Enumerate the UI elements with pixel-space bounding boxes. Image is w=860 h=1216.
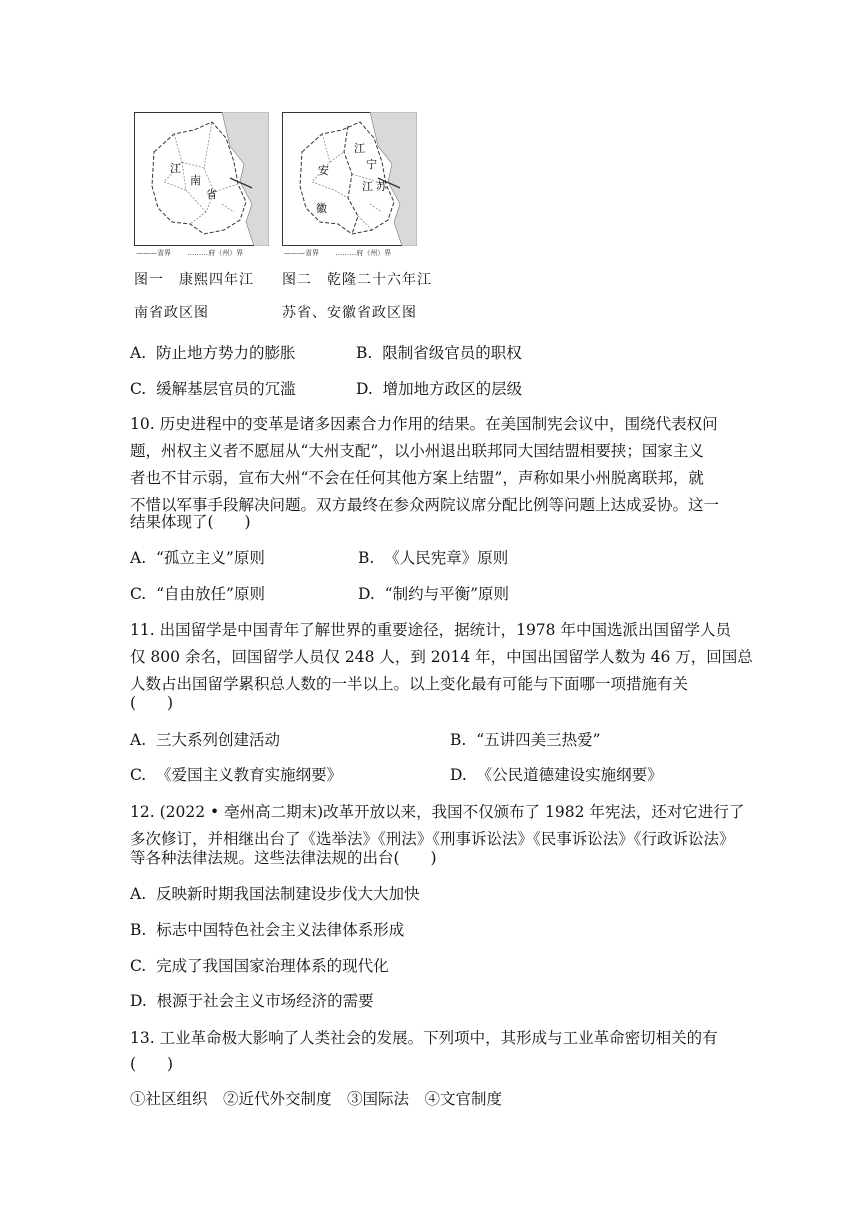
q10-option-a[interactable] — [130, 548, 265, 568]
q12-option-b[interactable] — [130, 920, 404, 940]
q9-option-d[interactable] — [356, 379, 522, 399]
map2-legend: ———省界 ………府（州）界 — [284, 249, 392, 257]
q10-line-3: 者也不甘示弱，宣布大州“不会在任何其他方案上结盟”，声称如果小州脱离联邦，就 — [130, 469, 704, 487]
q12-option-d[interactable] — [130, 991, 374, 1011]
q10-option-d[interactable] — [358, 584, 509, 604]
q12-option-a[interactable] — [130, 884, 420, 904]
figure2-caption-line2: 苏省、安徽省政区图 — [282, 305, 417, 321]
figure1-caption-line2: 南省政区图 — [134, 305, 209, 321]
map-qianlong-svg — [282, 112, 417, 246]
option-text: 反映新时期我国法制建设步伐大大加快 — [155, 885, 420, 903]
option-letter: D. — [130, 992, 147, 1010]
q11-option-d[interactable] — [450, 765, 663, 785]
q10-option-b[interactable] — [358, 548, 508, 568]
option-letter: A. — [130, 885, 147, 903]
q12-line-1: 12. (2022 • 亳州高二期末)改革开放以来，我国不仅颁布了 1982 年宪法，还对它进行了 — [130, 803, 745, 821]
option-text: 三大系列创建活动 — [155, 731, 280, 749]
q11-line-4: ( ) — [130, 694, 174, 712]
map2-label-5: 苏 — [376, 180, 387, 193]
map2-label-3: 安 — [318, 164, 329, 177]
q11-option-c[interactable] — [130, 765, 342, 785]
option-text: 《公民道德建设实施纲要》 — [476, 766, 663, 784]
q12-line-2: 多次修订，并相继出台了《选举法》《刑法》《刑事诉讼法》《民事诉讼法》《行政诉讼法》 — [130, 830, 735, 848]
q9-option-a[interactable] — [130, 343, 296, 363]
option-letter: B. — [130, 921, 147, 939]
q12-line-3: 等各种法律法规。这些法律法规的出台( ) — [130, 849, 437, 867]
option-letter: C. — [130, 766, 147, 784]
map1-legend: ———省界 ………府（州）界 — [136, 249, 244, 257]
option-text: 限制省级官员的职权 — [382, 344, 522, 362]
option-text: 完成了我国国家治理体系的现代化 — [156, 957, 389, 975]
map2-legend-prefecture: 府（州）界 — [356, 249, 392, 257]
option-letter: C. — [130, 585, 147, 603]
q11-line-1: 11. 出国留学是中国青年了解世界的重要途径，据统计，1978 年中国选派出国留学人员 — [130, 621, 731, 639]
option-letter: A. — [130, 731, 147, 749]
option-letter: A. — [130, 344, 147, 362]
option-text: “五讲四美三热爱” — [476, 731, 601, 749]
q13-line-2: ( ) — [130, 1055, 174, 1073]
map-kangxi-svg — [134, 112, 269, 246]
option-text: 防止地方势力的膨胀 — [155, 344, 296, 362]
map2-label-1: 江 — [354, 142, 365, 155]
option-text: 根源于社会主义市场经济的需要 — [156, 992, 374, 1010]
q12-option-c[interactable] — [130, 956, 389, 976]
option-letter: B. — [450, 731, 467, 749]
option-text: 《爱国主义教育实施纲要》 — [156, 766, 343, 784]
q11-line-3: 人数占出国留学累积总人数的一半以上。以上变化最有可能与下面哪一项措施有关 — [130, 675, 689, 693]
map-qianlong-jiangsu-anhui — [282, 112, 417, 262]
q11-option-b[interactable] — [450, 730, 601, 750]
q10-line-2: 题，州权主义者不愿屈从“大州支配”，以小州退出联邦同大国结盟相要挟；国家主义 — [130, 442, 704, 460]
option-text: 标志中国特色社会主义法律体系形成 — [156, 921, 405, 939]
map1-label-1: 江 — [170, 162, 181, 175]
option-text: 《人民宪章》原则 — [384, 549, 509, 567]
q13-line-1: 13. 工业革命极大影响了人类社会的发展。下列项中，其形成与工业革命密切相关的有 — [130, 1029, 718, 1047]
q10-line-1: 10. 历史进程中的变革是诸多因素合力作用的结果。在美国制宪会议中，围绕代表权问 — [130, 415, 718, 433]
option-letter: C. — [130, 380, 147, 398]
q10-line-4: 不惜以军事手段解决问题。双方最终在参众两院议席分配比例等问题上达成妥协。这一 — [130, 496, 720, 514]
option-letter: D. — [356, 380, 373, 398]
option-text: 缓解基层官员的冗滥 — [156, 380, 296, 398]
map1-legend-province: 省界 — [157, 249, 171, 257]
q13-items: ①社区组织 ②近代外交制度 ③国际法 ④文官制度 — [130, 1090, 503, 1108]
option-text: “孤立主义”原则 — [155, 549, 265, 567]
q9-option-b[interactable] — [356, 343, 522, 363]
option-letter: A. — [130, 549, 147, 567]
option-letter: B. — [358, 549, 375, 567]
figure1-caption-line1: 图一 康熙四年江 — [134, 272, 254, 288]
q10-line-5: 结果体现了( ) — [130, 513, 251, 531]
option-letter: C. — [130, 957, 147, 975]
map1-label-2: 南 — [190, 174, 201, 187]
option-letter: D. — [450, 766, 467, 784]
map1-label-3: 省 — [206, 188, 217, 201]
q10-option-c[interactable] — [130, 584, 265, 604]
option-text: “自由放任”原则 — [156, 585, 265, 603]
figure2-caption-line1: 图二 乾隆二十六年江 — [282, 272, 432, 288]
map1-legend-prefecture: 府（州）界 — [208, 249, 244, 257]
map-kangxi-jiangnan — [134, 112, 269, 262]
map2-label-4: 江 — [362, 180, 373, 193]
option-text: “制约与平衡”原则 — [384, 585, 510, 603]
q9-option-c[interactable] — [130, 379, 296, 399]
figure-maps — [134, 112, 454, 327]
option-text: 增加地方政区的层级 — [382, 380, 523, 398]
option-letter: D. — [358, 585, 375, 603]
q11-option-a[interactable] — [130, 730, 280, 750]
map2-legend-province: 省界 — [305, 249, 319, 257]
map2-label-2: 宁 — [366, 158, 377, 171]
q11-line-2: 仅 800 余名，回国留学人员仅 248 人，到 2014 年，中国出国留学人数为 46 万，回国总 — [130, 648, 753, 666]
option-letter: B. — [356, 344, 373, 362]
map2-label-6: 徽 — [316, 202, 327, 215]
